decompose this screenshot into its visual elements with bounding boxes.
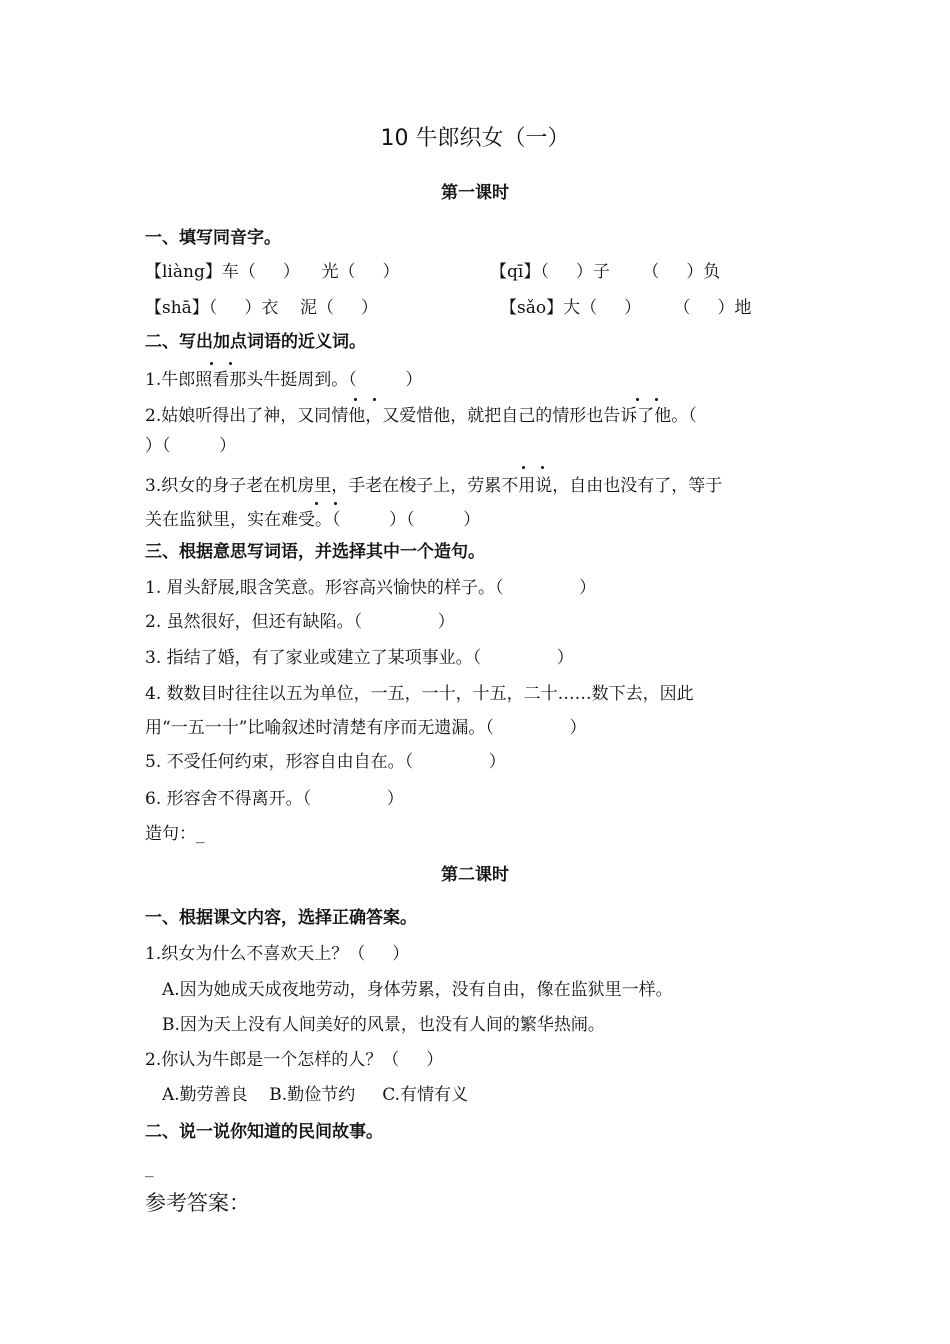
s1-q3-item4-line1: 4. 数数目时往往以五为单位，一五，一十，十五，二十……数下去，因此 — [145, 684, 694, 704]
emphasis-dot — [373, 398, 376, 401]
s2-q1-item1-option-b: B.因为天上没有人间美好的风景，也没有人间的繁华热闹。 — [162, 1015, 605, 1035]
s1-q2-item1: 1.牛郎照看那头牛挺周到。（ ） — [145, 370, 423, 390]
s1-q3-item1: 1. 眉头舒展,眼含笑意。形容高兴愉快的样子。（ ） — [145, 578, 597, 598]
s1-q3-sentence: 造句：_ — [145, 824, 205, 844]
s1-q3-item5: 5. 不受任何约束，形容自由自在。（ ） — [145, 752, 506, 772]
s1-q2-item3-line2: 关在监狱里，实在难受。（ ）（ ） — [145, 510, 481, 530]
emphasis-dot — [210, 362, 213, 365]
emphasis-dot — [229, 362, 232, 365]
s1-q1-row1-left: 【liàng】车（ ） 光（ ） — [145, 262, 400, 282]
emphasis-dot — [655, 398, 658, 401]
s1-q1-row2-left: 【shā】（ ）衣 泥（ ） — [145, 298, 378, 318]
session-1-label: 第一课时 — [441, 183, 509, 203]
emphasis-dot — [636, 398, 639, 401]
s1-q3-item3: 3. 指结了婚，有了家业或建立了某项事业。（ ） — [145, 648, 574, 668]
s1-q1-row2-right: 【sǎo】大（ ） （ ）地 — [500, 298, 752, 318]
s1-q1-row1-right: 【qī】（ ）子 （ ）负 — [490, 262, 721, 282]
s2-q1-item1-option-a: A.因为她成天成夜地劳动，身体劳累，没有自由，像在监狱里一样。 — [162, 980, 673, 1000]
s1-q2-item3-line1: 3.织女的身子老在机房里，手老在梭子上，劳累不用说，自由也没有了，等于 — [145, 476, 723, 496]
s1-q1-heading: 一、填写同音字。 — [145, 228, 281, 248]
s1-q2-item2-line2: ）（ ） — [145, 436, 237, 456]
s2-q2-heading: 二、说一说你知道的民间故事。 — [145, 1122, 383, 1142]
s1-q2-item2-line1: 2.姑娘听得出了神，又同情他，又爱惜他，就把自己的情形也告诉了他。（ — [145, 406, 697, 426]
s2-q1-item1: 1.织女为什么不喜欢天上？（ ） — [145, 944, 410, 964]
s1-q3-item2: 2. 虽然很好，但还有缺陷。（ ） — [145, 612, 455, 632]
session-2-label: 第二课时 — [441, 865, 509, 885]
s2-q1-item2-options: A.勤劳善良 B.勤俭节约 C.有情有义 — [162, 1085, 469, 1105]
emphasis-dot — [334, 502, 337, 505]
s2-q1-item2: 2.你认为牛郎是一个怎样的人？（ ） — [145, 1050, 444, 1070]
emphasis-dot — [522, 466, 525, 469]
s1-q3-item6: 6. 形容舍不得离开。（ ） — [145, 789, 404, 809]
s2-q1-heading: 一、根据课文内容，选择正确答案。 — [145, 908, 417, 928]
emphasis-dot — [354, 398, 357, 401]
s1-q3-item4-line2: 用“一五一十”比喻叙述时清楚有序而无遗漏。（ ） — [145, 718, 587, 738]
s1-q2-heading: 二、写出加点词语的近义词。 — [145, 332, 366, 352]
s2-q2-blank: _ — [145, 1158, 154, 1178]
emphasis-dot — [541, 466, 544, 469]
s1-q3-heading: 三、根据意思写词语，并选择其中一个造句。 — [145, 542, 485, 562]
page-title: 10 牛郎织女（一） — [380, 126, 570, 151]
emphasis-dot — [315, 502, 318, 505]
answers-label: 参考答案： — [145, 1191, 250, 1215]
